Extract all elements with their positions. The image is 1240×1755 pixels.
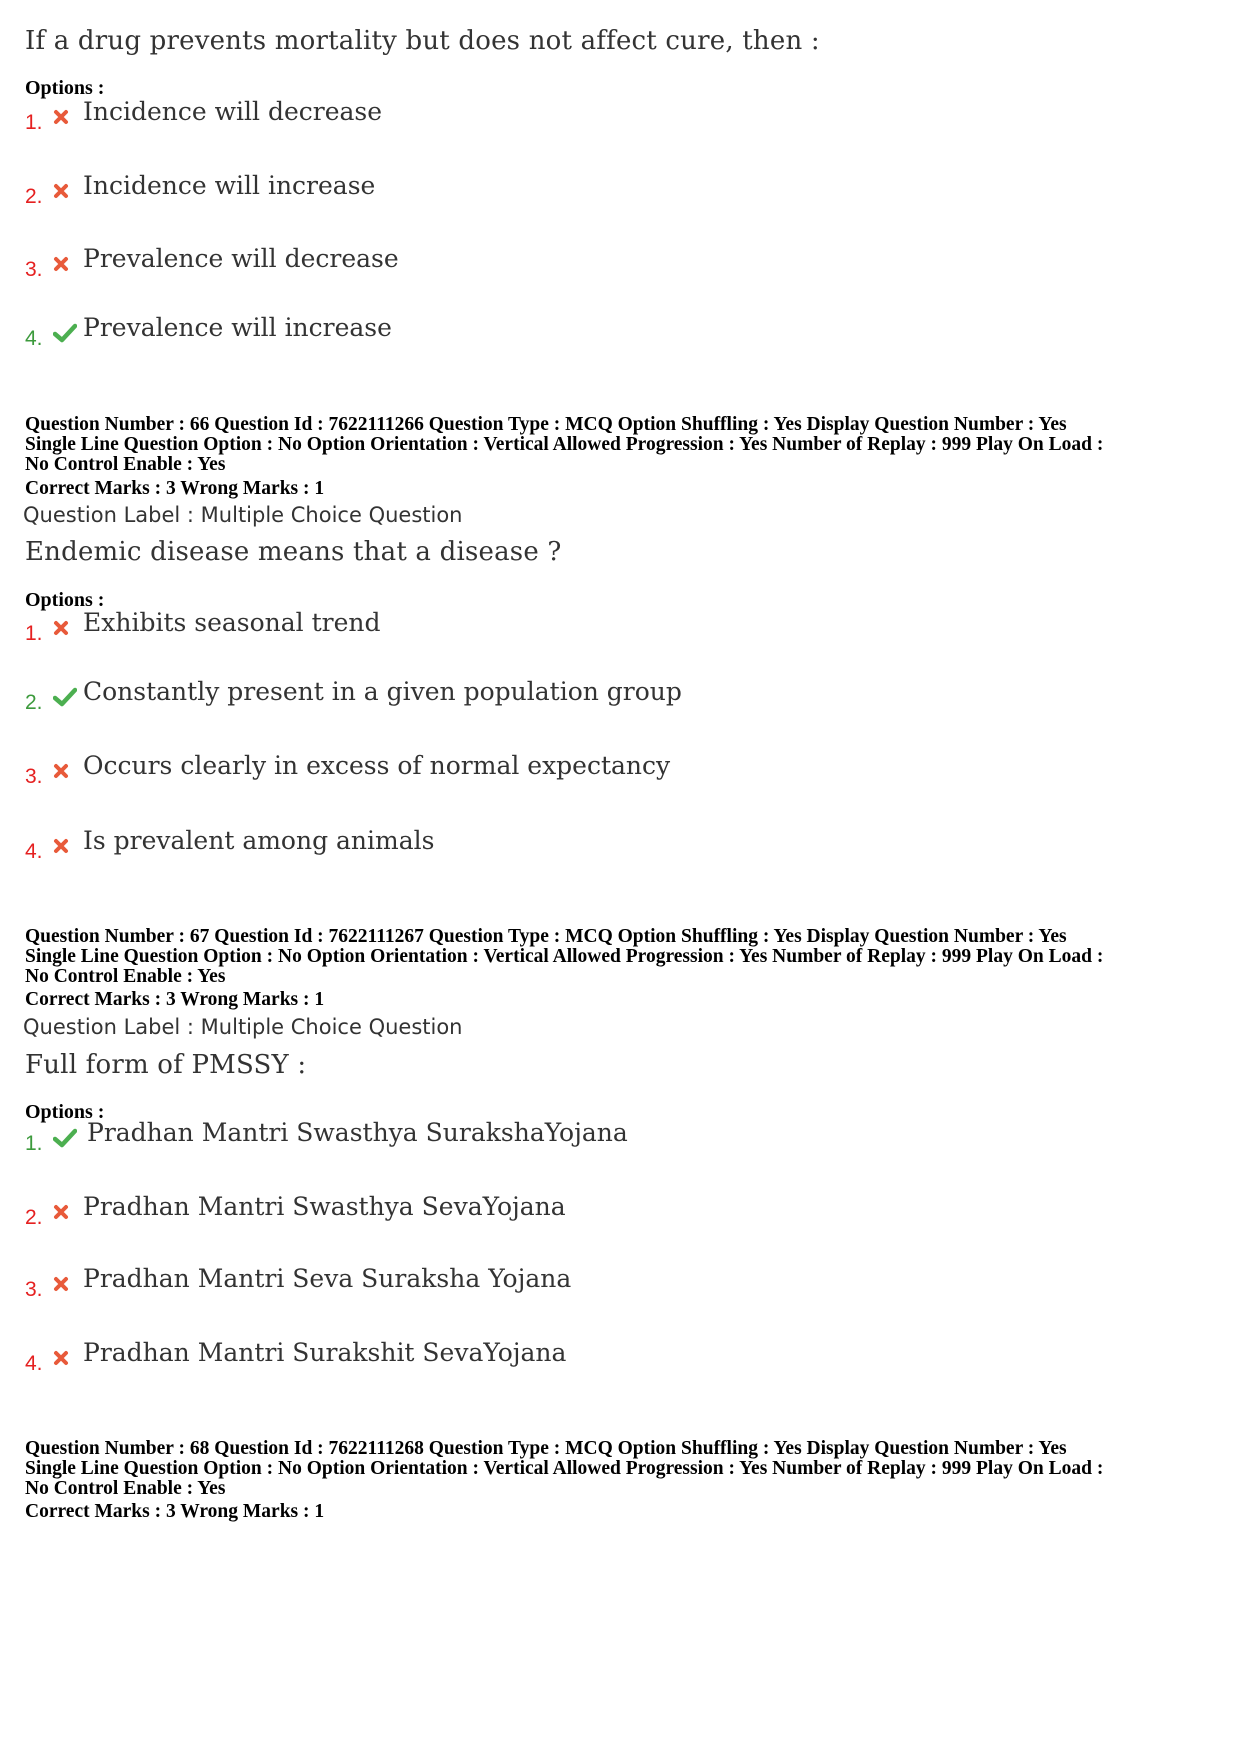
cross-icon xyxy=(53,1204,69,1225)
option-text: Is prevalent among animals xyxy=(83,826,435,855)
question-65-option-1 xyxy=(25,97,925,137)
option-number: 4. xyxy=(25,1352,43,1375)
question-66-options-label: Options : xyxy=(25,589,105,611)
question-65-text: If a drug prevents mortality but does not affect cure, then : xyxy=(25,26,820,56)
question-68-marks: Correct Marks : 3 Wrong Marks : 1 xyxy=(25,1501,325,1522)
cross-icon xyxy=(53,109,69,130)
meta-line: Single Line Question Option : No Option Orientation : Vertical Allowed Progression : Yes Number of Replay : 999 Play On Load : xyxy=(25,434,1104,455)
question-67-meta xyxy=(25,927,1220,987)
option-text: Constantly present in a given population group xyxy=(83,677,682,706)
option-number: 2. xyxy=(25,691,43,714)
check-icon xyxy=(53,323,77,348)
question-66-meta xyxy=(25,415,1220,475)
meta-line: Question Number : 66 Question Id : 7622111266 Question Type : MCQ Option Shuffling : Yes Display Question Number : Yes xyxy=(25,414,1067,435)
cross-icon xyxy=(53,1276,69,1297)
question-67-option-2 xyxy=(25,1192,925,1232)
option-number: 1. xyxy=(25,111,43,134)
option-text: Incidence will increase xyxy=(83,171,376,200)
option-text: Exhibits seasonal trend xyxy=(83,608,381,637)
option-text: Prevalence will increase xyxy=(83,313,392,342)
meta-line: No Control Enable : Yes xyxy=(25,966,226,987)
question-67-options-label: Options : xyxy=(25,1101,105,1123)
question-67-option-1 xyxy=(25,1118,925,1158)
cross-icon xyxy=(53,763,69,784)
question-65-option-3 xyxy=(25,244,925,284)
option-number: 3. xyxy=(25,258,43,281)
question-67-marks: Correct Marks : 3 Wrong Marks : 1 xyxy=(25,989,325,1010)
question-65-options-label: Options : xyxy=(25,77,105,99)
meta-line: Single Line Question Option : No Option Orientation : Vertical Allowed Progression : Yes Number of Replay : 999 Play On Load : xyxy=(25,1458,1104,1479)
option-text: Occurs clearly in excess of normal expectancy xyxy=(83,751,671,780)
option-text: Incidence will decrease xyxy=(83,97,383,126)
cross-icon xyxy=(53,838,69,859)
question-66-option-1 xyxy=(25,608,925,648)
check-icon xyxy=(53,1128,77,1153)
meta-line: Question Number : 67 Question Id : 7622111267 Question Type : MCQ Option Shuffling : Yes Display Question Number : Yes xyxy=(25,926,1067,947)
check-icon xyxy=(53,687,77,712)
option-number: 2. xyxy=(25,1206,43,1229)
option-text: Pradhan Mantri Swasthya SurakshaYojana xyxy=(87,1118,628,1147)
option-text: Prevalence will decrease xyxy=(83,244,399,273)
meta-line: No Control Enable : Yes xyxy=(25,454,226,475)
option-number: 1. xyxy=(25,622,43,645)
question-65-option-2 xyxy=(25,171,925,211)
cross-icon xyxy=(53,620,69,641)
question-65-option-4 xyxy=(25,313,925,353)
question-66-option-4 xyxy=(25,826,925,866)
question-68-meta xyxy=(25,1439,1220,1499)
option-number: 4. xyxy=(25,327,43,350)
meta-line: Single Line Question Option : No Option Orientation : Vertical Allowed Progression : Yes Number of Replay : 999 Play On Load : xyxy=(25,946,1104,967)
option-number: 1. xyxy=(25,1132,43,1155)
meta-line: No Control Enable : Yes xyxy=(25,1478,226,1499)
question-66-text: Endemic disease means that a disease ? xyxy=(25,537,562,567)
question-66-option-3 xyxy=(25,751,925,791)
question-67-option-4 xyxy=(25,1338,925,1378)
option-text: Pradhan Mantri Surakshit SevaYojana xyxy=(83,1338,567,1367)
option-number: 3. xyxy=(25,1278,43,1301)
cross-icon xyxy=(53,183,69,204)
option-number: 2. xyxy=(25,185,43,208)
cross-icon xyxy=(53,1350,69,1371)
question-67-option-3 xyxy=(25,1264,925,1304)
question-66-label: Question Label : Multiple Choice Question xyxy=(23,503,463,527)
question-67-text: Full form of PMSSY : xyxy=(25,1050,307,1080)
cross-icon xyxy=(53,256,69,277)
option-number: 4. xyxy=(25,840,43,863)
meta-line: Question Number : 68 Question Id : 7622111268 Question Type : MCQ Option Shuffling : Yes Display Question Number : Yes xyxy=(25,1438,1067,1459)
option-number: 3. xyxy=(25,765,43,788)
question-67-label: Question Label : Multiple Choice Question xyxy=(23,1015,463,1039)
question-66-marks: Correct Marks : 3 Wrong Marks : 1 xyxy=(25,478,325,499)
option-text: Pradhan Mantri Seva Suraksha Yojana xyxy=(83,1264,572,1293)
option-text: Pradhan Mantri Swasthya SevaYojana xyxy=(83,1192,566,1221)
question-66-option-2 xyxy=(25,677,925,717)
